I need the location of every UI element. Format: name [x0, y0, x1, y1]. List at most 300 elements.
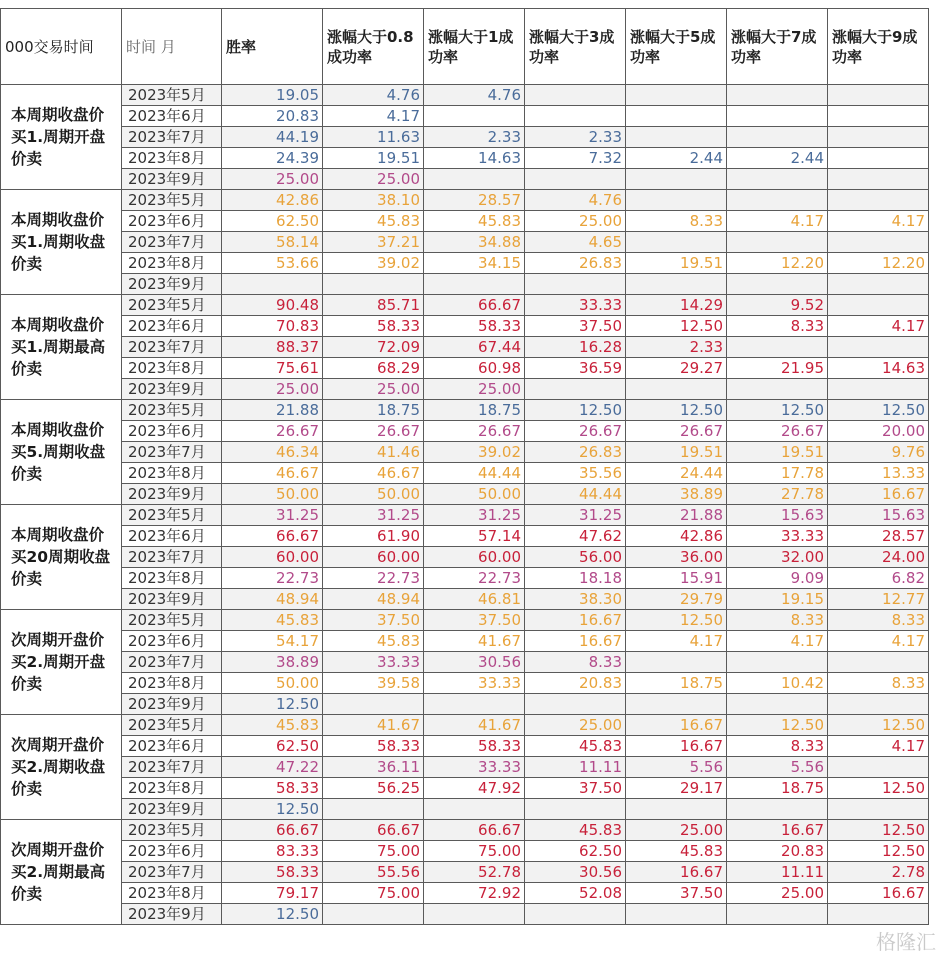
month-cell: 2023年9月 [122, 484, 222, 505]
value-cell [727, 127, 828, 148]
value-cell: 50.00 [323, 484, 424, 505]
value-cell: 46.67 [323, 463, 424, 484]
value-cell: 26.67 [727, 421, 828, 442]
value-cell [323, 799, 424, 820]
table-row [1, 85, 929, 106]
month-cell: 2023年6月 [122, 631, 222, 652]
value-cell [626, 232, 727, 253]
value-cell: 16.67 [626, 736, 727, 757]
table-row [1, 421, 929, 442]
value-cell: 62.50 [222, 736, 323, 757]
watermark-logo: 格隆汇 [876, 930, 936, 954]
table-row [1, 442, 929, 463]
value-cell: 52.78 [424, 862, 525, 883]
value-cell: 15.63 [727, 505, 828, 526]
value-cell [424, 106, 525, 127]
month-cell: 2023年8月 [122, 463, 222, 484]
value-cell: 8.33 [727, 610, 828, 631]
value-cell: 2.78 [828, 862, 929, 883]
value-cell: 2.44 [727, 148, 828, 169]
table-row [1, 799, 929, 820]
value-cell [828, 85, 929, 106]
month-cell: 2023年6月 [122, 841, 222, 862]
value-cell: 67.44 [424, 337, 525, 358]
value-cell: 19.51 [626, 442, 727, 463]
table-row [1, 211, 929, 232]
value-cell [525, 106, 626, 127]
value-cell: 29.27 [626, 358, 727, 379]
value-cell [828, 757, 929, 778]
table-row [1, 316, 929, 337]
month-cell: 2023年9月 [122, 799, 222, 820]
value-cell: 66.67 [424, 820, 525, 841]
value-cell: 12.50 [626, 316, 727, 337]
month-cell: 2023年6月 [122, 211, 222, 232]
value-cell: 26.67 [424, 421, 525, 442]
value-cell [525, 799, 626, 820]
value-cell: 4.17 [828, 736, 929, 757]
value-cell [626, 379, 727, 400]
value-cell: 16.28 [525, 337, 626, 358]
value-cell: 26.67 [626, 421, 727, 442]
value-cell: 26.83 [525, 253, 626, 274]
value-cell: 8.33 [727, 736, 828, 757]
value-cell: 72.09 [323, 337, 424, 358]
header-gt3: 涨幅大于3成功率 [525, 9, 626, 85]
value-cell: 37.50 [525, 778, 626, 799]
value-cell: 75.00 [424, 841, 525, 862]
header-gt5: 涨幅大于5成功率 [626, 9, 727, 85]
value-cell: 12.50 [626, 610, 727, 631]
value-cell: 8.33 [828, 673, 929, 694]
value-cell: 45.83 [424, 211, 525, 232]
value-cell: 29.17 [626, 778, 727, 799]
value-cell: 8.33 [626, 211, 727, 232]
value-cell [727, 379, 828, 400]
value-cell: 12.50 [222, 799, 323, 820]
table-row [1, 673, 929, 694]
value-cell: 19.05 [222, 85, 323, 106]
value-cell: 25.00 [626, 820, 727, 841]
table-row [1, 757, 929, 778]
value-cell: 12.77 [828, 589, 929, 610]
table-row [1, 589, 929, 610]
value-cell: 36.11 [323, 757, 424, 778]
value-cell: 45.83 [323, 211, 424, 232]
value-cell: 20.83 [525, 673, 626, 694]
value-cell: 85.71 [323, 295, 424, 316]
table-row [1, 715, 929, 736]
table-row [1, 526, 929, 547]
month-cell: 2023年6月 [122, 421, 222, 442]
value-cell [222, 274, 323, 295]
value-cell: 13.33 [828, 463, 929, 484]
value-cell: 21.88 [626, 505, 727, 526]
value-cell: 36.00 [626, 547, 727, 568]
value-cell [727, 232, 828, 253]
month-cell: 2023年9月 [122, 379, 222, 400]
value-cell: 2.33 [424, 127, 525, 148]
value-cell [323, 694, 424, 715]
value-cell: 61.90 [323, 526, 424, 547]
month-cell: 2023年9月 [122, 274, 222, 295]
value-cell [828, 295, 929, 316]
value-cell [727, 106, 828, 127]
value-cell: 16.67 [626, 862, 727, 883]
value-cell: 4.65 [525, 232, 626, 253]
value-cell [525, 274, 626, 295]
value-cell: 58.33 [424, 736, 525, 757]
value-cell: 20.00 [828, 421, 929, 442]
value-cell: 38.89 [626, 484, 727, 505]
value-cell: 26.83 [525, 442, 626, 463]
table-row [1, 547, 929, 568]
month-cell: 2023年6月 [122, 316, 222, 337]
value-cell: 47.22 [222, 757, 323, 778]
month-cell: 2023年8月 [122, 253, 222, 274]
value-cell: 28.57 [424, 190, 525, 211]
table-row [1, 358, 929, 379]
value-cell: 41.67 [424, 631, 525, 652]
value-cell: 9.52 [727, 295, 828, 316]
value-cell: 45.83 [626, 841, 727, 862]
value-cell: 58.33 [323, 316, 424, 337]
value-cell: 42.86 [222, 190, 323, 211]
value-cell: 20.83 [727, 841, 828, 862]
value-cell: 57.14 [424, 526, 525, 547]
month-cell: 2023年5月 [122, 85, 222, 106]
value-cell: 52.08 [525, 883, 626, 904]
value-cell: 31.25 [323, 505, 424, 526]
value-cell [828, 799, 929, 820]
value-cell: 5.56 [727, 757, 828, 778]
value-cell: 45.83 [222, 715, 323, 736]
month-cell: 2023年7月 [122, 547, 222, 568]
value-cell: 16.67 [525, 631, 626, 652]
month-cell: 2023年5月 [122, 295, 222, 316]
table-row [1, 190, 929, 211]
value-cell [828, 652, 929, 673]
value-cell: 55.56 [323, 862, 424, 883]
value-cell: 12.50 [626, 400, 727, 421]
value-cell: 33.33 [323, 652, 424, 673]
value-cell [727, 169, 828, 190]
value-cell: 25.00 [525, 715, 626, 736]
value-cell: 5.56 [626, 757, 727, 778]
table-row [1, 883, 929, 904]
value-cell: 39.58 [323, 673, 424, 694]
table-row [1, 652, 929, 673]
value-cell: 36.59 [525, 358, 626, 379]
month-cell: 2023年8月 [122, 778, 222, 799]
value-cell [828, 127, 929, 148]
value-cell: 46.81 [424, 589, 525, 610]
value-cell: 29.79 [626, 589, 727, 610]
value-cell: 4.17 [626, 631, 727, 652]
month-cell: 2023年5月 [122, 190, 222, 211]
value-cell [525, 694, 626, 715]
month-cell: 2023年8月 [122, 673, 222, 694]
value-cell: 20.83 [222, 106, 323, 127]
value-cell: 19.51 [727, 442, 828, 463]
value-cell: 19.51 [323, 148, 424, 169]
header-trade-time: 000交易时间 [1, 9, 122, 85]
month-cell: 2023年7月 [122, 337, 222, 358]
value-cell: 4.17 [828, 631, 929, 652]
value-cell: 12.20 [727, 253, 828, 274]
value-cell [727, 799, 828, 820]
value-cell: 12.50 [828, 841, 929, 862]
month-cell: 2023年5月 [122, 400, 222, 421]
value-cell: 66.67 [323, 820, 424, 841]
value-cell: 56.25 [323, 778, 424, 799]
value-cell [525, 169, 626, 190]
value-cell: 21.95 [727, 358, 828, 379]
value-cell: 37.50 [323, 610, 424, 631]
value-cell: 60.00 [424, 547, 525, 568]
value-cell: 21.88 [222, 400, 323, 421]
value-cell [626, 274, 727, 295]
value-cell: 19.15 [727, 589, 828, 610]
value-cell: 45.83 [525, 820, 626, 841]
value-cell [323, 904, 424, 925]
value-cell: 50.00 [424, 484, 525, 505]
value-cell: 66.67 [424, 295, 525, 316]
value-cell: 41.46 [323, 442, 424, 463]
value-cell: 34.88 [424, 232, 525, 253]
month-cell: 2023年6月 [122, 526, 222, 547]
header-row [1, 9, 929, 85]
value-cell: 16.67 [727, 820, 828, 841]
month-cell: 2023年7月 [122, 757, 222, 778]
value-cell: 4.76 [424, 85, 525, 106]
value-cell: 68.29 [323, 358, 424, 379]
value-cell: 14.63 [828, 358, 929, 379]
value-cell: 39.02 [424, 442, 525, 463]
month-cell: 2023年9月 [122, 589, 222, 610]
table-row [1, 694, 929, 715]
table-row [1, 232, 929, 253]
value-cell [626, 799, 727, 820]
value-cell: 38.30 [525, 589, 626, 610]
value-cell: 39.02 [323, 253, 424, 274]
header-gt08: 涨幅大于0.8成功率 [323, 9, 424, 85]
table-row [1, 274, 929, 295]
value-cell [828, 106, 929, 127]
value-cell: 2.33 [525, 127, 626, 148]
month-cell: 2023年6月 [122, 106, 222, 127]
table-row [1, 610, 929, 631]
value-cell: 75.00 [323, 883, 424, 904]
month-cell: 2023年6月 [122, 736, 222, 757]
value-cell: 58.33 [222, 862, 323, 883]
value-cell [424, 694, 525, 715]
month-cell: 2023年9月 [122, 169, 222, 190]
value-cell: 18.75 [424, 400, 525, 421]
table-row [1, 379, 929, 400]
table-row [1, 736, 929, 757]
value-cell: 33.33 [424, 673, 525, 694]
value-cell [828, 379, 929, 400]
value-cell: 88.37 [222, 337, 323, 358]
value-cell: 25.00 [222, 169, 323, 190]
value-cell: 12.50 [727, 400, 828, 421]
value-cell [727, 337, 828, 358]
value-cell: 25.00 [323, 169, 424, 190]
value-cell: 12.50 [828, 715, 929, 736]
value-cell: 50.00 [222, 484, 323, 505]
table-row [1, 253, 929, 274]
value-cell: 11.11 [525, 757, 626, 778]
value-cell: 22.73 [222, 568, 323, 589]
value-cell: 33.33 [525, 295, 626, 316]
value-cell: 26.67 [323, 421, 424, 442]
value-cell: 44.44 [424, 463, 525, 484]
table-row [1, 631, 929, 652]
value-cell: 15.91 [626, 568, 727, 589]
value-cell: 58.33 [424, 316, 525, 337]
value-cell [828, 274, 929, 295]
value-cell: 75.61 [222, 358, 323, 379]
header-month: 时间 月 [122, 9, 222, 85]
strategy-label: 本周期收盘价买5.周期收盘价卖 [1, 400, 122, 505]
value-cell [727, 274, 828, 295]
value-cell: 53.66 [222, 253, 323, 274]
value-cell: 4.17 [727, 631, 828, 652]
value-cell: 38.10 [323, 190, 424, 211]
value-cell [626, 85, 727, 106]
value-cell: 48.94 [323, 589, 424, 610]
value-cell: 45.83 [222, 610, 323, 631]
value-cell: 11.63 [323, 127, 424, 148]
table-row [1, 904, 929, 925]
value-cell [727, 85, 828, 106]
value-cell: 28.57 [828, 526, 929, 547]
value-cell: 41.67 [323, 715, 424, 736]
value-cell: 44.19 [222, 127, 323, 148]
value-cell: 25.00 [424, 379, 525, 400]
month-cell: 2023年9月 [122, 694, 222, 715]
value-cell: 47.92 [424, 778, 525, 799]
value-cell: 38.89 [222, 652, 323, 673]
value-cell [323, 274, 424, 295]
value-cell: 58.33 [323, 736, 424, 757]
strategy-label: 本周期收盘价买1.周期收盘价卖 [1, 190, 122, 295]
value-cell: 37.50 [626, 883, 727, 904]
value-cell: 27.78 [727, 484, 828, 505]
value-cell: 60.00 [323, 547, 424, 568]
table-row [1, 169, 929, 190]
value-cell: 25.00 [525, 211, 626, 232]
table-row [1, 862, 929, 883]
value-cell: 72.92 [424, 883, 525, 904]
value-cell: 16.67 [626, 715, 727, 736]
value-cell: 12.50 [828, 400, 929, 421]
value-cell [828, 232, 929, 253]
value-cell [525, 904, 626, 925]
value-cell [727, 652, 828, 673]
value-cell: 12.50 [222, 904, 323, 925]
value-cell: 24.39 [222, 148, 323, 169]
strategy-label: 次周期开盘价买2.周期收盘价卖 [1, 715, 122, 820]
table-row [1, 778, 929, 799]
strategy-label: 本周期收盘价买20周期收盘价卖 [1, 505, 122, 610]
value-cell: 14.29 [626, 295, 727, 316]
strategy-label: 次周期开盘价买2.周期最高价卖 [1, 820, 122, 925]
value-cell [626, 127, 727, 148]
value-cell: 2.44 [626, 148, 727, 169]
value-cell: 42.86 [626, 526, 727, 547]
month-cell: 2023年8月 [122, 883, 222, 904]
value-cell: 62.50 [222, 211, 323, 232]
value-cell: 12.50 [828, 778, 929, 799]
value-cell: 8.33 [727, 316, 828, 337]
value-cell: 22.73 [424, 568, 525, 589]
value-cell: 18.18 [525, 568, 626, 589]
value-cell: 26.67 [222, 421, 323, 442]
value-cell [626, 106, 727, 127]
value-cell: 17.78 [727, 463, 828, 484]
month-cell: 2023年7月 [122, 127, 222, 148]
value-cell: 32.00 [727, 547, 828, 568]
month-cell: 2023年5月 [122, 820, 222, 841]
table-row [1, 106, 929, 127]
value-cell: 10.42 [727, 673, 828, 694]
value-cell: 58.14 [222, 232, 323, 253]
value-cell: 37.21 [323, 232, 424, 253]
value-cell: 37.50 [525, 316, 626, 337]
value-cell: 79.17 [222, 883, 323, 904]
value-cell: 48.94 [222, 589, 323, 610]
table-row [1, 127, 929, 148]
value-cell [828, 904, 929, 925]
value-cell: 18.75 [727, 778, 828, 799]
value-cell [828, 169, 929, 190]
value-cell: 30.56 [424, 652, 525, 673]
month-cell: 2023年7月 [122, 862, 222, 883]
table-row [1, 337, 929, 358]
value-cell: 90.48 [222, 295, 323, 316]
value-cell: 4.76 [525, 190, 626, 211]
month-cell: 2023年8月 [122, 358, 222, 379]
value-cell: 4.17 [828, 211, 929, 232]
value-cell: 45.83 [525, 736, 626, 757]
value-cell: 26.67 [525, 421, 626, 442]
value-cell: 12.50 [525, 400, 626, 421]
value-cell: 12.50 [828, 820, 929, 841]
value-cell: 19.51 [626, 253, 727, 274]
value-cell [626, 904, 727, 925]
value-cell: 7.32 [525, 148, 626, 169]
value-cell: 33.33 [727, 526, 828, 547]
value-cell [626, 652, 727, 673]
table-row [1, 505, 929, 526]
table-row [1, 841, 929, 862]
value-cell: 25.00 [222, 379, 323, 400]
strategy-label: 本周期收盘价买1.周期最高价卖 [1, 295, 122, 400]
value-cell: 31.25 [222, 505, 323, 526]
value-cell: 12.50 [222, 694, 323, 715]
value-cell: 70.83 [222, 316, 323, 337]
value-cell: 4.17 [323, 106, 424, 127]
value-cell: 16.67 [828, 883, 929, 904]
header-gt7: 涨幅大于7成功率 [727, 9, 828, 85]
table-row [1, 295, 929, 316]
value-cell: 60.98 [424, 358, 525, 379]
month-cell: 2023年5月 [122, 715, 222, 736]
table-row [1, 820, 929, 841]
value-cell: 75.00 [323, 841, 424, 862]
